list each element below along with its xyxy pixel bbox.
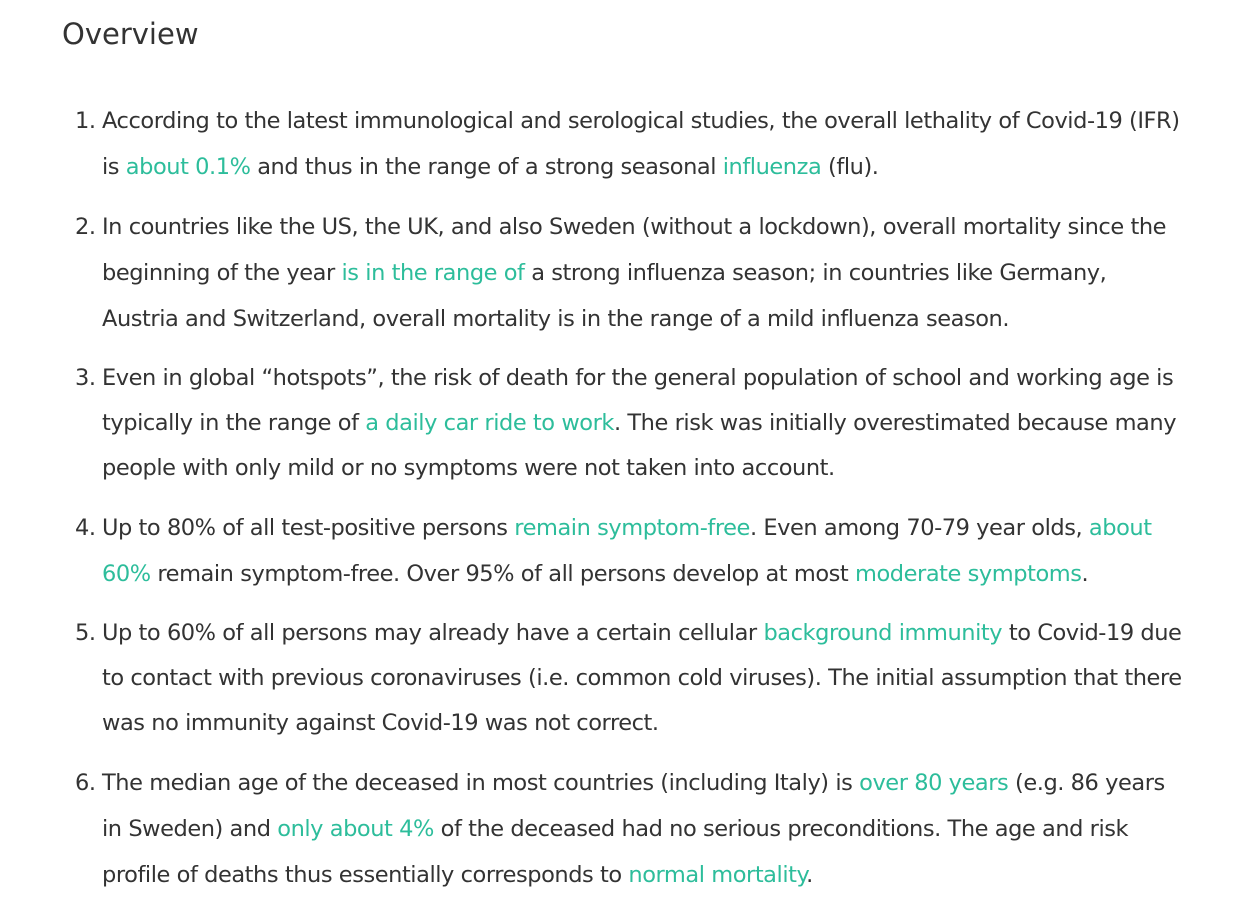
item-text: of the deceased had no serious preconditions. The age and risk profile of deaths thus essentially corresponds to: [102, 816, 1129, 888]
list-item: [75, 611, 1182, 746]
list-number: 6.: [75, 770, 96, 796]
link-moderate-symptoms[interactable]: moderate symptoms: [855, 561, 1082, 587]
link-about-60-percent[interactable]: about 60%: [102, 515, 1152, 587]
item-text: . Even among 70-79 year olds,: [749, 515, 1089, 541]
overview-list: [75, 98, 1182, 912]
item-text: remain symptom-free. Over 95% of all persons develop at most: [150, 561, 856, 587]
list-number: 5.: [75, 620, 96, 646]
list-item: [75, 760, 1182, 898]
link-only-about-4-percent[interactable]: only about 4%: [277, 816, 434, 842]
item-text: In countries like the US, the UK, and also Sweden (without a lockdown), overall mortality since the beginning of the year: [102, 214, 1167, 286]
item-text: (e.g. 86 years in Sweden) and: [102, 770, 1165, 842]
list-item: [75, 505, 1182, 597]
item-text: a strong influenza season; in countries like Germany, Austria and Switzerland, overall mortality is in the range of a mild influenza season.: [102, 260, 1107, 332]
item-text: (flu).: [821, 154, 879, 180]
link-over-80-years[interactable]: over 80 years: [859, 770, 1009, 796]
link-background-immunity[interactable]: background immunity: [763, 620, 1003, 646]
item-text: Even in global “hotspots”, the risk of death for the general population of school and working age is typically in the range of: [102, 365, 1174, 436]
link-daily-car-ride[interactable]: a daily car ride to work: [365, 410, 614, 436]
item-text: to Covid-19 due to contact with previous coronaviruses (i.e. common cold viruses). The initial assumption that there was no immunity against Covid-19 was not correct.: [102, 620, 1182, 736]
section-heading: Overview: [62, 17, 199, 51]
item-text: .: [1081, 561, 1089, 587]
link-about-0-1-percent[interactable]: about 0.1%: [125, 154, 251, 180]
list-number: 2.: [75, 214, 96, 240]
item-text: Up to 60% of all persons may already have a certain cellular: [102, 620, 764, 646]
item-text: Up to 80% of all test-positive persons: [102, 515, 515, 541]
list-number: 4.: [75, 515, 96, 541]
link-remain-symptom-free[interactable]: remain symptom-free: [514, 515, 750, 541]
list-item: [75, 204, 1182, 342]
list-item: [75, 356, 1182, 491]
item-text: .: [806, 862, 813, 888]
item-text: The median age of the deceased in most countries (including Italy) is: [102, 770, 860, 796]
item-text: According to the latest immunological and serological studies, the overall lethality of Covid-19 (IFR) is: [102, 108, 1180, 180]
list-number: 1.: [75, 108, 96, 134]
list-number: 3.: [75, 365, 96, 391]
item-text: and thus in the range of a strong seasonal: [250, 154, 723, 180]
link-influenza[interactable]: influenza: [722, 154, 822, 180]
link-in-range-of[interactable]: is in the range of: [341, 260, 525, 286]
list-item: [75, 98, 1182, 190]
item-text: . The risk was initially overestimated because many people with only mild or no symptoms were not taken into account.: [102, 410, 1177, 481]
link-normal-mortality[interactable]: normal mortality: [628, 862, 807, 888]
